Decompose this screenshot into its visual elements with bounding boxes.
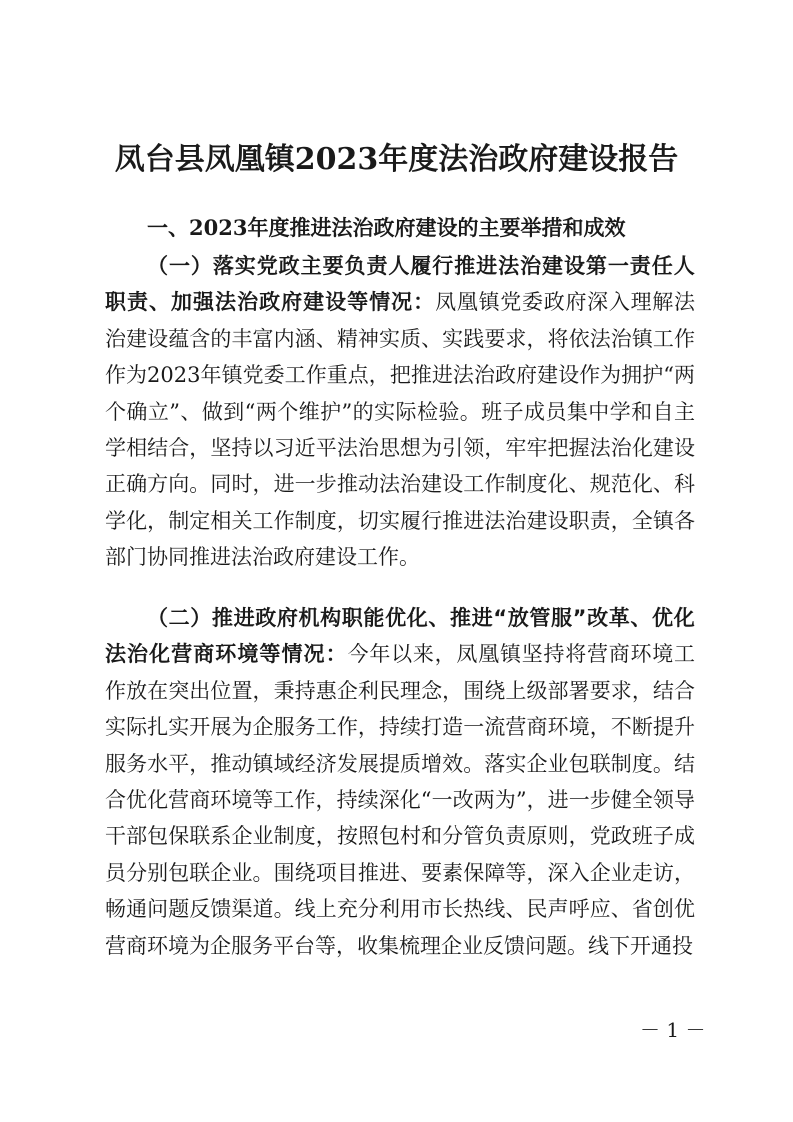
paragraph-2-text: 今年以来，凤凰镇坚持将营商环境工作放在突出位置，秉持惠企利民理念，围绕上级部署要求，结合实际扎实开展为企服务工作，持续打造一流营商环境，不断提升服务水平，推动镇域经济发展提质增效。落实企业包联制度。结合优化营商环境等工作，持续深化“一改两为”，进一步健全领导干部包保联系企业制度，按照包村和分管负责原则，党政班子成员分别包联企业。围绕项目推进、要素保障等，深入企业走访，畅通问题反馈渠道。线上充分利用市长热线、民声呼应、省创优营商环境为企服务平台等，收集梳理企业反馈问题。线下开通投 xyxy=(105,642,695,958)
paragraph-1-lead: （一）落实党政主要负责人履行推进法治建设第一责任人职责、加强法治政府建设等情况： xyxy=(105,254,695,315)
section-heading: 一、2023年度推进法治政府建设的主要举措和成效 xyxy=(147,215,626,240)
page-number: － 1 － xyxy=(640,1018,706,1042)
paragraph-2 xyxy=(105,600,695,964)
paragraph-1 xyxy=(105,248,695,576)
document-title: 凤台县凤凰镇2023年度法治政府建设报告 xyxy=(114,142,679,177)
paragraph-2-lead: （二）推进政府机构职能优化、推进“放管服”改革、优化法治化营商环境等情况： xyxy=(105,606,695,667)
paragraph-1-text: 凤凰镇党委政府深入理解法治建设蕴含的丰富内涵、精神实质、实践要求，将依法治镇工作作为2023年镇党委工作重点，把推进法治政府建设作为拥护“两个确立”、做到“两个维护”的实际检验。班子成员集中学和自主学相结合，坚持以习近平法治思想为引领，牢牢把握法治化建设正确方向。同时，进一步推动法治建设工作制度化、规范化、科学化，制定相关工作制度，切实履行推进法治建设职责，全镇各部门协同推进法治政府建设工作。 xyxy=(105,290,695,570)
